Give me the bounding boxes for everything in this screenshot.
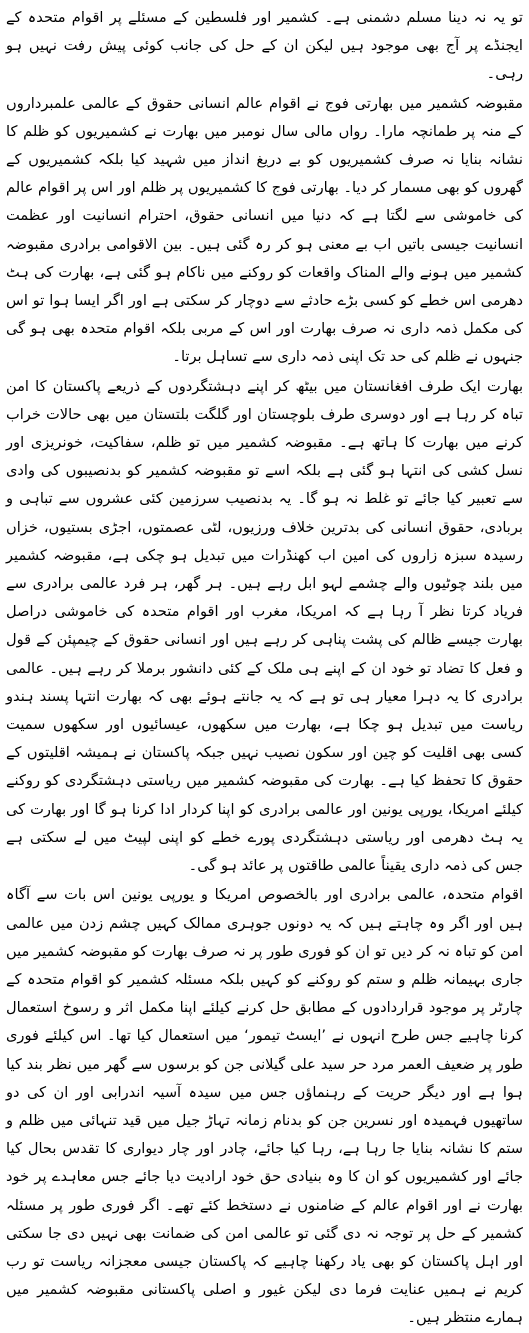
article-paragraph-1: تو یہ نہ دینا مسلم دشمنی ہے۔ کشمیر اور فلسطین کے مسئلے پر اقوام متحدہ کے ایجنڈے پر آج بھی موجود ہیں لیکن ان کے حل کی جانب کوئی پیش رفت نہیں ہو رہی۔ [6,9,523,83]
article-paragraph-4: اقوام متحدہ، عالمی برادری اور بالخصوص امریکا و یورپی یونین اس بات سے آگاہ ہیں اور اگر وہ چاہتے ہیں کہ یہ دونوں جوہری ممالک کہیں چشم زدن میں عالمی امن کو تباہ نہ کر دیں تو ان کو فوری طور پر نہ صرف بھارت کو مقبوضہ کشمیر میں جاری بہیمانہ ظلم و ستم کو روکنے کو کہیں بلکہ مسئلہ کشمیر کو اقوام متحدہ کے چارٹر پر موجود قراردادوں کے مطابق حل کرنے کیلئے اپنا مکمل اثر و رسوخ استعمال کرنا چاہیے جس طرح انہوں نے ’ایسٹ تیمور‘ میں استعمال کیا تھا۔ اس کیلئے فوری طور پر ضعیف العمر مرد حر سید علی گیلانی جن کو برسوں سے گھر میں نظر بند کیا ہوا ہے اور دیگر حریت کے رہنماؤں جس میں سیدہ آسیہ اندرابی اور ان کی دو ساتھیوں فہمیدہ اور نسرین جن کو بدنام زمانہ تہاڑ جیل میں قید تنہائی میں ظلم و ستم کا نشانہ بنایا جا رہا ہے، رہا کیا جائے، چادر اور چار دیواری کا تقدس بحال کیا جائے اور کشمیریوں کو ان کا وہ بنیادی حق خود ارادیت دیا جائے جس معاہدے پر خود بھارت نے اور اقوام عالم کے ضامنوں نے دستخط کئے تھے۔ اگر فوری طور پر مسئلہ کشمیر کے حل پر توجہ نہ دی گئی تو عالمی امن کی ضمانت بھی نہیں دی جا سکتی اور اہل پاکستان کو بھی یاد رکھنا چاہیے کہ پاکستان جیسی معجزانہ ریاست تو رب کریم نے ہمیں عنایت فرما دی لیکن غیور و اصلی پاکستانی مقبوضہ کشمیر میں ہمارے منتظر ہیں۔ [6,886,523,1327]
article-paragraph-2: مقبوضہ کشمیر میں بھارتی فوج نے اقوام عالم انسانی حقوق کے عالمی علمبرداروں کے منہ پر طمانچہ مارا۔ رواں مالی سال نومبر میں بھارت نے کشمیریوں کو ظلم کا نشانہ بنایا نہ صرف کشمیریوں کو بے دریغ انداز میں شہید کیا بلکہ کشمیریوں کے گھروں کو بھی مسمار کر دیا۔ بھارتی فوج کا کشمیریوں پر ظلم اور اس پر اقوام عالم کی خاموشی سے لگتا ہے کہ دنیا میں انسانی حقوق، احترام انسانیت اور عظمت انسانیت جیسی باتیں اب بے معنی ہو کر رہ گئی ہیں۔ بین الاقوامی برادری مقبوضہ کشمیر میں ہونے والے المناک واقعات کو روکنے میں ناکام ہو گئی ہے، بھارت کی ہٹ دھرمی اس خطے کو کسی بڑے حادثے سے دوچار کر سکتی ہے اور اگر ایسا ہوا تو اس کی مکمل ذمہ داری نہ صرف بھارت اور اس کے مربی بلکہ اقوام متحدہ بھی ہو گی جنہوں نے ظلم کی حد تک اپنی ذمہ داری سے تساہل برتا۔ [6,94,523,366]
article-paragraph-3: بھارت ایک طرف افغانستان میں بیٹھ کر اپنے دہشتگردوں کے ذریعے پاکستان کا امن تباہ کر رہا ہے اور دوسری طرف بلوچستان اور گلگت بلتستان میں بھی حالات خراب کرنے میں بھارت کا ہاتھ ہے۔ مقبوضہ کشمیر میں تو ظلم، سفاکیت، خونریزی اور نسل کشی کی انتہا ہو گئی ہے بلکہ اسے تو مقبوضہ کشمیر کو بدنصیبوں کی وادی سے تعبیر کیا جائے تو غلط نہ ہو گا۔ یہ بدنصیب سرزمین کئی عشروں سے تباہی و بربادی، حقوق انسانی کی بدترین خلاف ورزیوں، لٹی عصمتوں، اجڑی بستیوں، خزاں رسیدہ سبزہ زاروں کی امین اب کھنڈرات میں تبدیل ہو چکی ہے، مقبوضہ کشمیر میں بلند چوٹیوں والے چشمے لہو ابل رہے ہیں۔ ہر گھر، ہر فرد عالمی برادری سے فریاد کرتا نظر آ رہا ہے کہ امریکا، مغرب اور اقوام متحدہ کی خاموشی دراصل بھارت جیسے ظالم کی پشت پناہی کر رہے ہیں اور انسانی حقوق کے چیمپئن کے قول و فعل کا تضاد تو خود ان کے اپنے ہی ملک کے کئی دانشور برملا کر رہے ہیں۔ عالمی برادری کا یہ دہرا معیار ہی تو ہے کہ یہ جانتے ہوئے بھی کہ بھارت انتہا پسند ہندو ریاست میں تبدیل ہو چکا ہے، بھارت میں سکھوں، عیسائیوں اور سکھوں سمیت کسی بھی اقلیت کو چین اور سکون نصیب نہیں جبکہ پاکستان نے ہمیشہ اقلیتوں کے حقوق کا تحفظ کیا ہے۔ بھارت کی مقبوضہ کشمیر میں ریاستی دہشتگردی کو روکنے کیلئے امریکا، یورپی یونین اور عالمی برادری کو اپنا کردار ادا کرنا ہو گا اور بھارت کی یہ ہٹ دھرمی اور ریاستی دہشتگردی پورے خطے کو اپنی لپیٹ میں لے سکتی ہے جس کی ذمہ داری یقیناً عالمی طاقتوں پر عائد ہو گی۔ [6,377,523,875]
